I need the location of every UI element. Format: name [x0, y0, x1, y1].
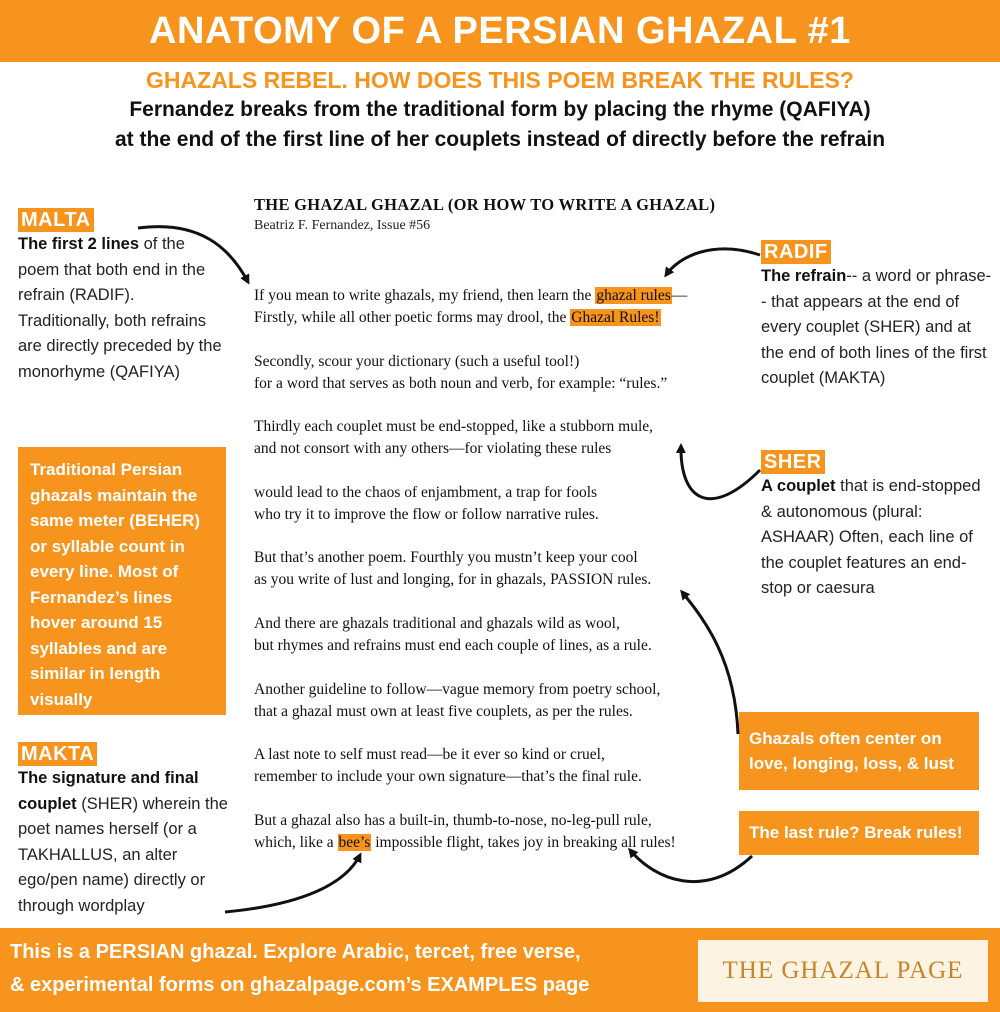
poem-line: who try it to improve the flow or follow narrative rules. [254, 505, 599, 523]
poem-line: remember to include your own signature—that’s the final rule. [254, 768, 642, 786]
poem-body [254, 285, 744, 875]
highlight-radif: Ghazal Rules! [571, 309, 660, 326]
radif-bold: The refrain [761, 267, 847, 285]
couplet-4 [254, 482, 744, 548]
line-text: Firstly, while all other poetic forms may drool, the [254, 309, 571, 326]
radif-annotation [761, 240, 993, 392]
line-text: If you mean to write ghazals, my friend, then learn the [254, 287, 596, 304]
sher-label: SHER [761, 450, 825, 474]
poem-line: A last note to self must read—be it ever so kind or cruel, [254, 746, 605, 764]
footer [0, 928, 1000, 1012]
intro-line-2: at the end of the first line of her couplets instead of directly before the refrain [114, 128, 886, 151]
makta-text: (SHER) wherein the poet names herself (or a TAKHALLUS, an alter ego/pen name) directly or through wordplay [18, 794, 228, 915]
sher-annotation [761, 450, 993, 602]
poem-byline: Beatriz F. Fernandez, Issue #56 [254, 218, 431, 233]
malta-annotation [18, 208, 223, 385]
poem-line: Secondly, scour your dictionary (such a useful tool!) [254, 352, 580, 370]
poem-line: But a ghazal also has a built-in, thumb-to-nose, no-leg-pull rule, [254, 811, 652, 829]
poem-line: as you write of lust and longing, for in ghazals, PASSION rules. [254, 571, 652, 589]
page-title: ANATOMY OF A PERSIAN GHAZAL #1 [0, 0, 1000, 62]
intro-line-1: Fernandez breaks from the traditional form by placing the rhyme (QAFIYA) [129, 98, 871, 121]
makta-bold: The signature and final couplet [18, 769, 199, 813]
sher-bold: A couplet [761, 477, 836, 495]
poem-line: But that’s another poem. Fourthly you mustn’t keep your cool [254, 549, 638, 567]
poem-line: and not consort with any others—for violating these rules [254, 440, 612, 458]
couplet-3 [254, 416, 744, 482]
line-text: — [671, 287, 688, 304]
couplet-9 [254, 810, 744, 876]
makta-annotation [18, 742, 233, 919]
poem-line: And there are ghazals traditional and ghazals wild as wool, [254, 614, 620, 632]
line-text: impossible flight, takes joy in breaking all rules! [371, 833, 676, 851]
highlight-radif: ghazal rules [596, 287, 671, 304]
couplet-1 [254, 285, 744, 351]
line-text: which, like a [254, 833, 338, 851]
radif-description [761, 264, 993, 392]
poem-line: Thirdly each couplet must be end-stopped, like a stubborn mule, [254, 418, 654, 436]
malta-bold: The first 2 lines [18, 235, 140, 253]
radif-text: -- a word or phrase-- that appears at the end of every couplet (SHER) and at the end of both lines of the first couplet (MAKTA) [761, 267, 992, 387]
subheading: GHAZALS REBEL. HOW DOES THIS POEM BREAK THE RULES? [146, 67, 854, 93]
poem-line: for a word that serves as both noun and verb, for example: “rules.” [254, 374, 668, 392]
couplet-6 [254, 613, 744, 679]
poem-line: would lead to the chaos of enjambment, a trap for fools [254, 483, 598, 501]
poem-line [254, 285, 744, 307]
footer-line-2: & experimental forms on ghazalpage.com’s EXAMPLES page [10, 974, 590, 996]
couplet-7 [254, 679, 744, 745]
meter-info-box: Traditional Persian ghazals maintain the same meter (BEHER) or syllable count in every line. Most of Fernandez’s lines hover around 15 syllables and are similar in length visually [18, 447, 226, 715]
last-rule-box: The last rule? Break rules! [739, 811, 979, 855]
couplet-5 [254, 547, 744, 613]
sher-text: that is end-stopped & autonomous (plural: ASHAAR) Often, each line of the couplet features an end-stop or caesura [761, 477, 981, 597]
couplet-8 [254, 744, 744, 810]
poem-title: THE GHAZAL GHAZAL (OR HOW TO WRITE A GHAZAL) [254, 195, 716, 214]
poem-line [254, 832, 744, 854]
malta-text: of the poem that both end in the refrain (RADIF). Traditionally, both refrains are directly preceded by the monorhyme (QAFIYA) [18, 235, 222, 381]
poem-line: that a ghazal must own at least five couplets, as per the rules. [254, 702, 633, 720]
footer-line-1: This is a PERSIAN ghazal. Explore Arabic, tercet, free verse, [10, 941, 581, 963]
malta-label: MALTA [18, 208, 94, 232]
intro-text [0, 95, 1000, 155]
makta-description [18, 766, 233, 919]
couplet-2 [254, 351, 744, 417]
poem-line [254, 307, 744, 329]
footer-text [10, 936, 589, 1002]
malta-description [18, 232, 223, 385]
radif-label: RADIF [761, 240, 831, 264]
poem-line: Another guideline to follow—vague memory from poetry school, [254, 680, 661, 698]
radif-arrow [666, 249, 760, 275]
ghazal-page-logo: THE GHAZAL PAGE [698, 940, 988, 1002]
poem-line: but rhymes and refrains must end each couple of lines, as a rule. [254, 636, 652, 654]
highlight-signature: bee’s [338, 833, 371, 851]
makta-label: MAKTA [18, 742, 97, 766]
sher-description [761, 474, 993, 602]
love-info-box: Ghazals often center on love, longing, loss, & lust [739, 712, 979, 790]
